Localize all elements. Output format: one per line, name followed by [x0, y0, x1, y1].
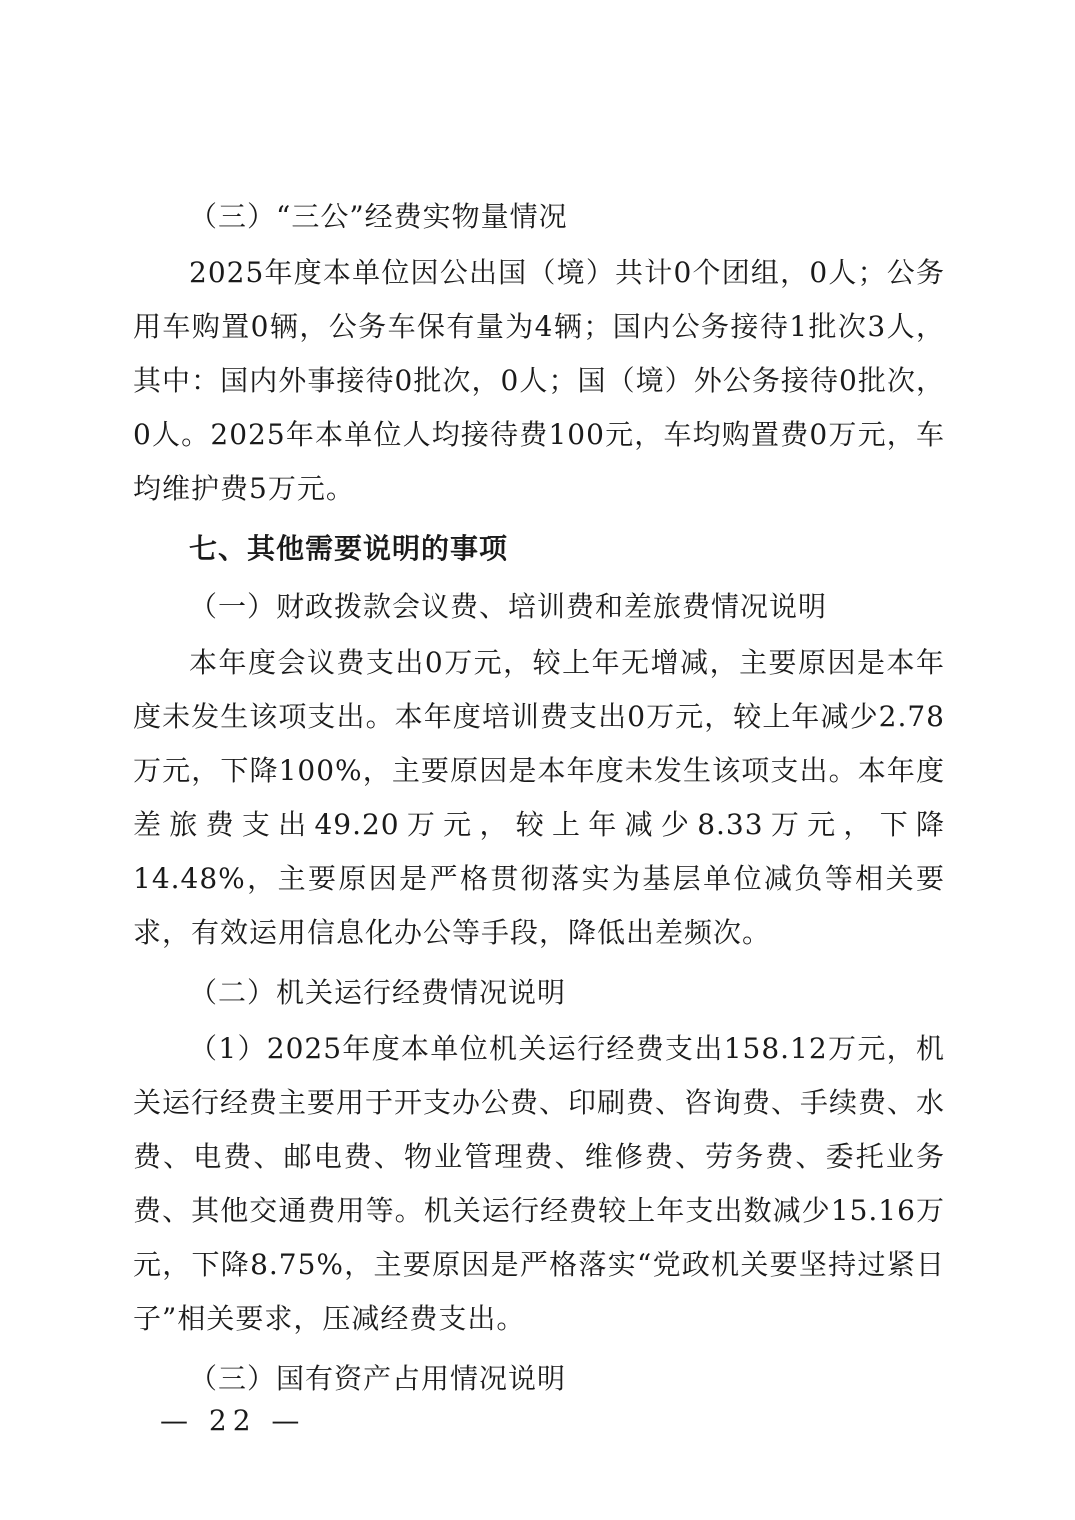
paragraph-sangong-quantity: 2025年度本单位因公出国（境）共计0个团组，0人；公务用车购置0辆，公务车保有量为4辆；国内公务接待1批次3人，其中：国内外事接待0批次，0人；国（境）外公务接待0批次，0人。2025年本单位人均接待费100元，车均购置费0万元，车均维护费5万元。 — [133, 256, 945, 505]
section-heading-other-matters: 七、其他需要说明的事项 — [189, 532, 509, 565]
paragraph-operating-expenses: （1）2025年度本单位机关运行经费支出158.12万元，机关运行经费主要用于开支办公费、印刷费、咨询费、手续费、水费、电费、邮电费、物业管理费、维修费、劳务费、委托业务费、其他交通费用等。机关运行经费较上年支出数减少15.16万元，下降8.75%，主要原因是严格落实“党政机关要坚持过紧日子”相关要求，压减经费支出。 — [133, 1032, 946, 1335]
paragraph-meeting-training-travel: 本年度会议费支出0万元，较上年无增减，主要原因是本年度未发生该项支出。本年度培训费支出0万元，较上年减少2.78万元，下降100%，主要原因是本年度未发生该项支出。本年度差旅费支出49.20万元，较上年减少8.33万元，下降14.48%，主要原因是严格贯彻落实为基层单位减负等相关要求，有效运用信息化办公等手段，降低出差频次。 — [133, 646, 945, 949]
document-body — [133, 188, 945, 1408]
page-number: — 22 — — [160, 1404, 306, 1437]
subheading-state-assets: （三）国有资产占用情况说明 — [189, 1362, 567, 1395]
subheading-operating-expenses: （二）机关运行经费情况说明 — [189, 976, 567, 1009]
subheading-meeting-training-travel: （一）财政拨款会议费、培训费和差旅费情况说明 — [189, 590, 828, 623]
subheading-sangong-quantity: （三）“三公”经费实物量情况 — [189, 200, 568, 233]
